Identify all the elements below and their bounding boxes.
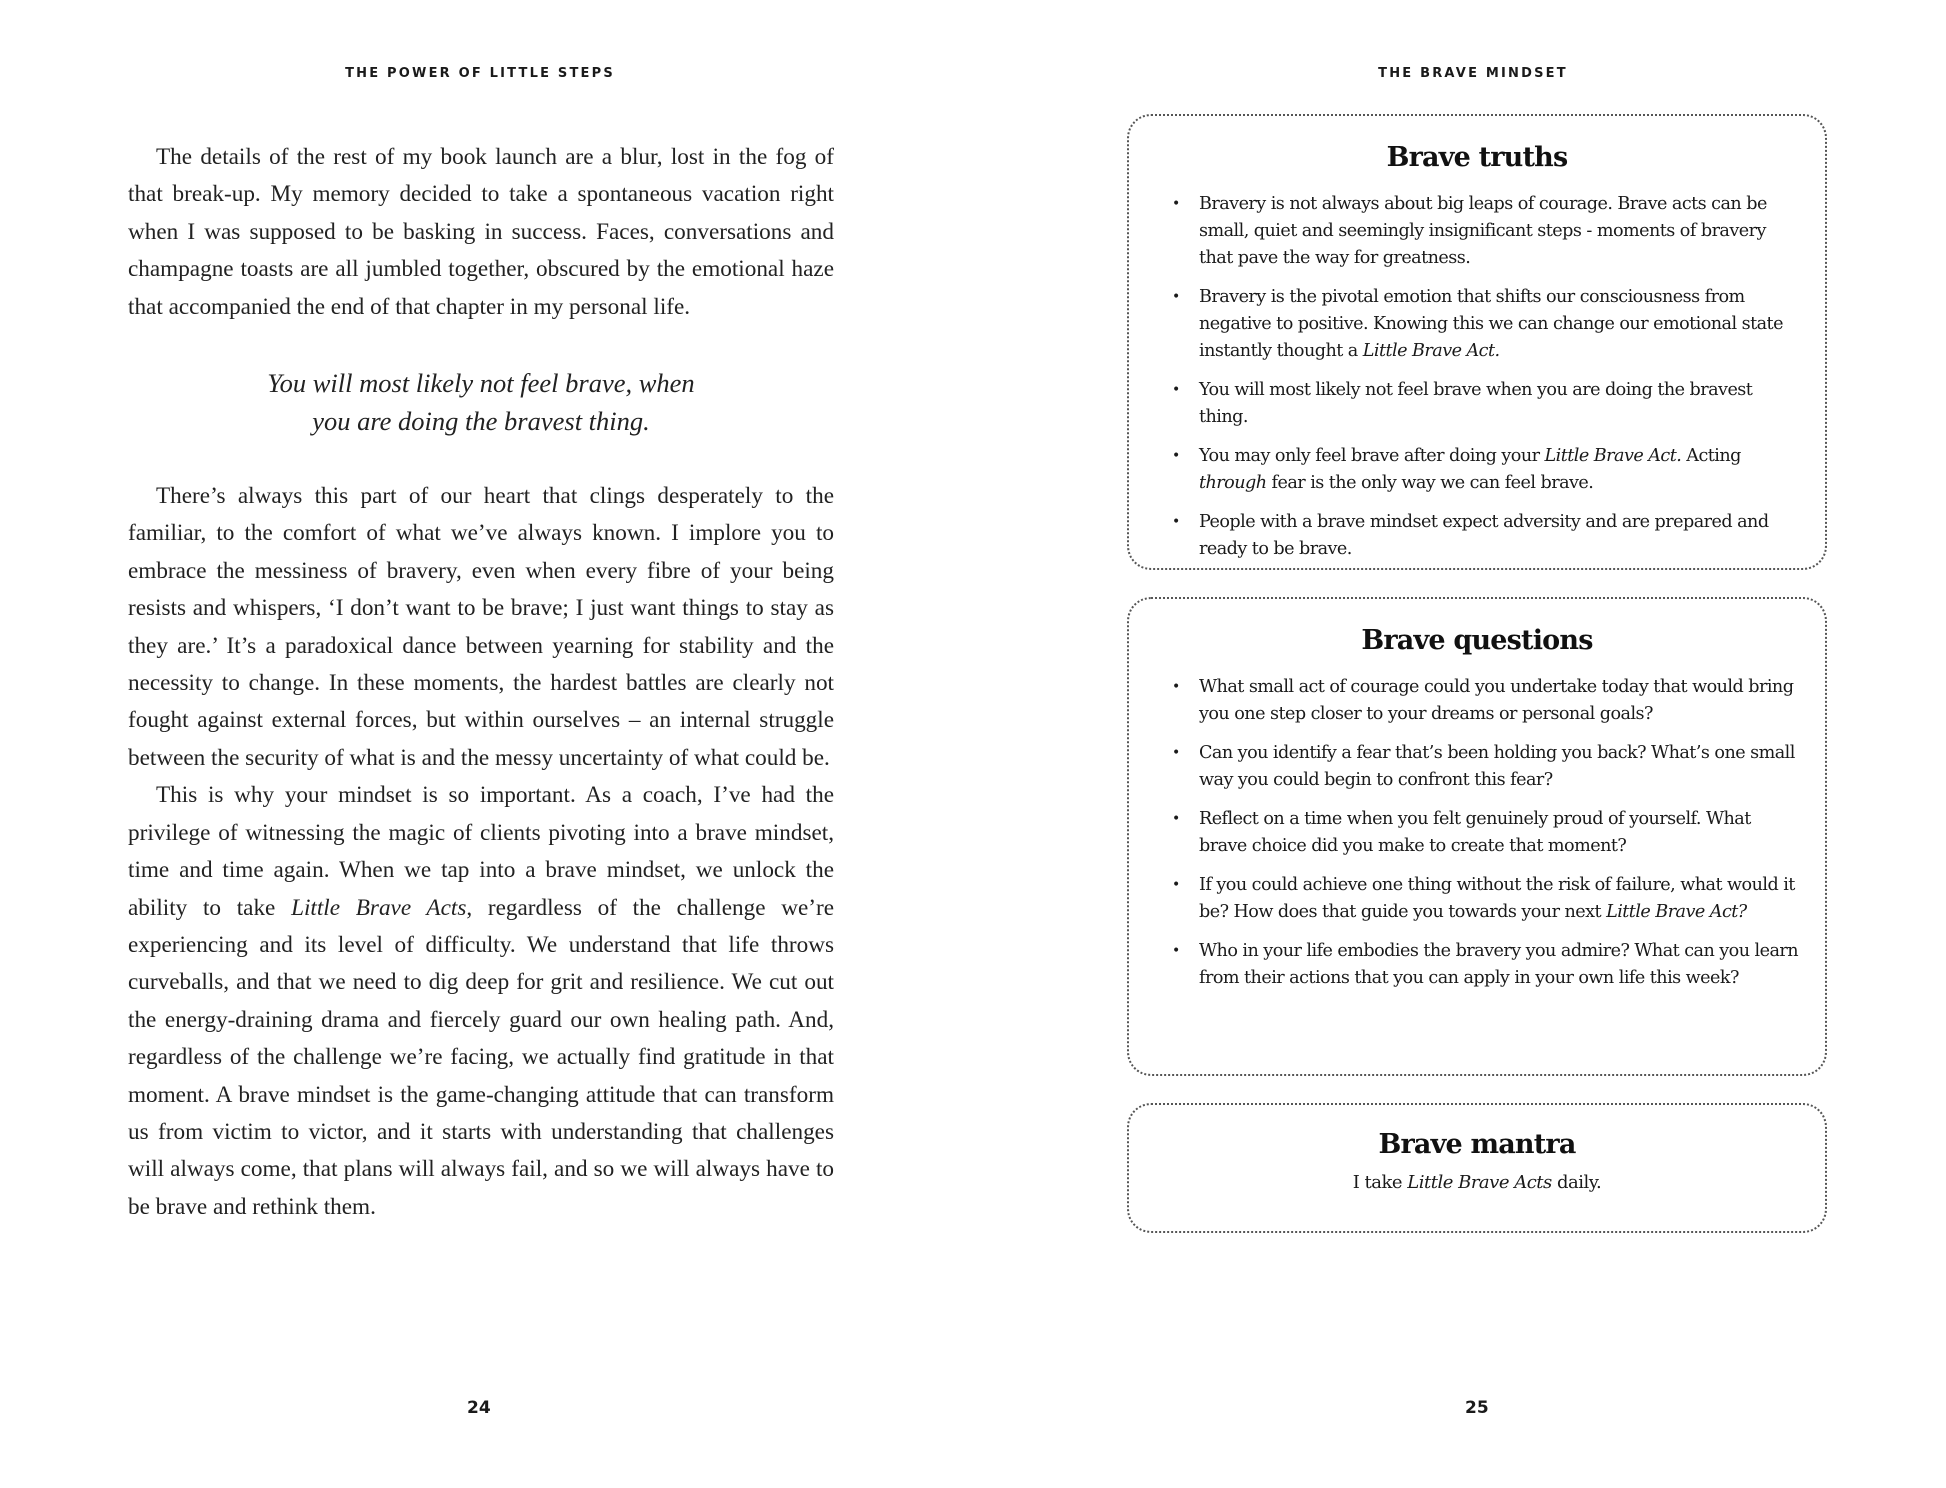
mantra-text-b: daily.	[1551, 1172, 1602, 1193]
list-item: • Who in your life embodies the bravery you admire? What can you learn from their actions that you can apply in your own life this week?	[1129, 938, 1825, 992]
pull-quote-line-2: you are doing the bravest thing.	[312, 406, 650, 437]
list-item	[1129, 872, 1825, 926]
brave-questions-box	[1127, 597, 1827, 1076]
brave-questions-list	[1129, 674, 1825, 992]
list-item: • Can you identify a fear that’s been holding you back? What’s one small way you could begin to confront this fear?	[1129, 740, 1825, 794]
running-head-left: THE POWER OF LITTLE STEPS	[345, 66, 615, 81]
list-item: • Bravery is not always about big leaps of courage. Brave acts can be small, quiet and seemingly insignificant steps - moments of bravery that pave the way for greatness.	[1129, 191, 1825, 272]
item-emphasis: Little Brave Act?	[1606, 902, 1747, 922]
right-page	[973, 0, 1946, 1488]
brave-truths-box	[1127, 114, 1827, 570]
pull-quote	[128, 364, 834, 440]
list-item	[1129, 284, 1825, 365]
list-item	[1129, 443, 1825, 497]
page-number-left: 24	[467, 1398, 491, 1418]
paragraph-1: The details of the rest of my book launch are a blur, lost in the fog of that break-up. My memory decided to take a spontaneous vacation right when I was supposed to be basking in success. Faces, conversations and champagne toasts are all jumbled together, obscured by the emotional haze that accompanied the end of that chapter in my personal life.	[128, 144, 834, 320]
list-item: • Reflect on a time when you felt genuinely proud of yourself. What brave choice did you make to create that moment?	[1129, 806, 1825, 860]
list-item: • People with a brave mindset expect adversity and are prepared and ready to be brave.	[1129, 509, 1825, 563]
brave-mantra-box	[1127, 1103, 1827, 1233]
list-item: • What small act of courage could you undertake today that would bring you one step closer to your dreams or personal goals?	[1129, 674, 1825, 728]
pull-quote-line-1: You will most likely not feel brave, when	[267, 368, 695, 399]
paragraph-3-emphasis: Little Brave Acts	[291, 894, 467, 921]
paragraph-3-text-a: This is why your mindset is so important. As a coach, I’ve had the privilege of witnessing the magic of clients pivoting into a brave mindset, time and time again. When we tap into a brave mindset, we unlock the ability to take	[128, 782, 834, 921]
brave-mantra-text	[1129, 1172, 1825, 1193]
item-emphasis: Little Brave Act.	[1362, 341, 1500, 361]
item-text: You may only feel brave after doing your	[1199, 446, 1545, 466]
body-text	[128, 139, 834, 1226]
list-item: • You will most likely not feel brave when you are doing the bravest thing.	[1129, 377, 1825, 431]
item-text: Bravery is the pivotal emotion that shifts our consciousness from negative to positive. Knowing this we can change our emotional state instantly thought a	[1199, 287, 1783, 361]
item-text: Acting	[1681, 446, 1741, 466]
page-number-right: 25	[1465, 1398, 1489, 1418]
mantra-emphasis: Little Brave Acts	[1407, 1172, 1552, 1193]
paragraph-3	[128, 777, 834, 1226]
item-emphasis: through	[1199, 473, 1267, 493]
item-text: If you could achieve one thing without the risk of failure, what would it be? How does that guide you towards your next	[1199, 875, 1795, 922]
brave-mantra-title: Brave mantra	[1378, 1129, 1576, 1160]
mantra-text-a: I take	[1352, 1172, 1408, 1193]
paragraph-2: There’s always this part of our heart that clings desperately to the familiar, to the comfort of what we’ve always known. I implore you to embrace the messiness of bravery, even when every fibre of your being resists and whispers, ‘I don’t want to be brave; I just want things to stay as they are.’ It’s a paradoxical dance between yearning for stability and the necessity to change. In these moments, the hardest battles are clearly not fought against external forces, but within ourselves – an internal struggle between the security of what is and the messy uncertainty of what could be.	[128, 483, 834, 771]
brave-truths-title: Brave truths	[1386, 142, 1568, 173]
paragraph-3-text-b: , regardless of the challenge we’re experiencing and its level of difficulty. We understand that life throws curveballs, and that we need to dig deep for grit and resilience. We cut out the energy-draining drama and fiercely guard our own healing path. And, regardless of the challenge we’re facing, we actually find gratitude in that moment. A brave mindset is the game-changing attitude that can transform us from victim to victor, and it starts with understanding that challenges will always come, that plans will always fail, and so we will always have to be brave and rethink them.	[128, 894, 835, 1220]
running-head-right: THE BRAVE MINDSET	[1378, 66, 1568, 81]
brave-truths-list	[1129, 191, 1825, 563]
item-text: fear is the only way we can feel brave.	[1266, 473, 1594, 493]
brave-questions-title: Brave questions	[1361, 625, 1593, 656]
item-emphasis: Little Brave Act.	[1544, 446, 1682, 466]
